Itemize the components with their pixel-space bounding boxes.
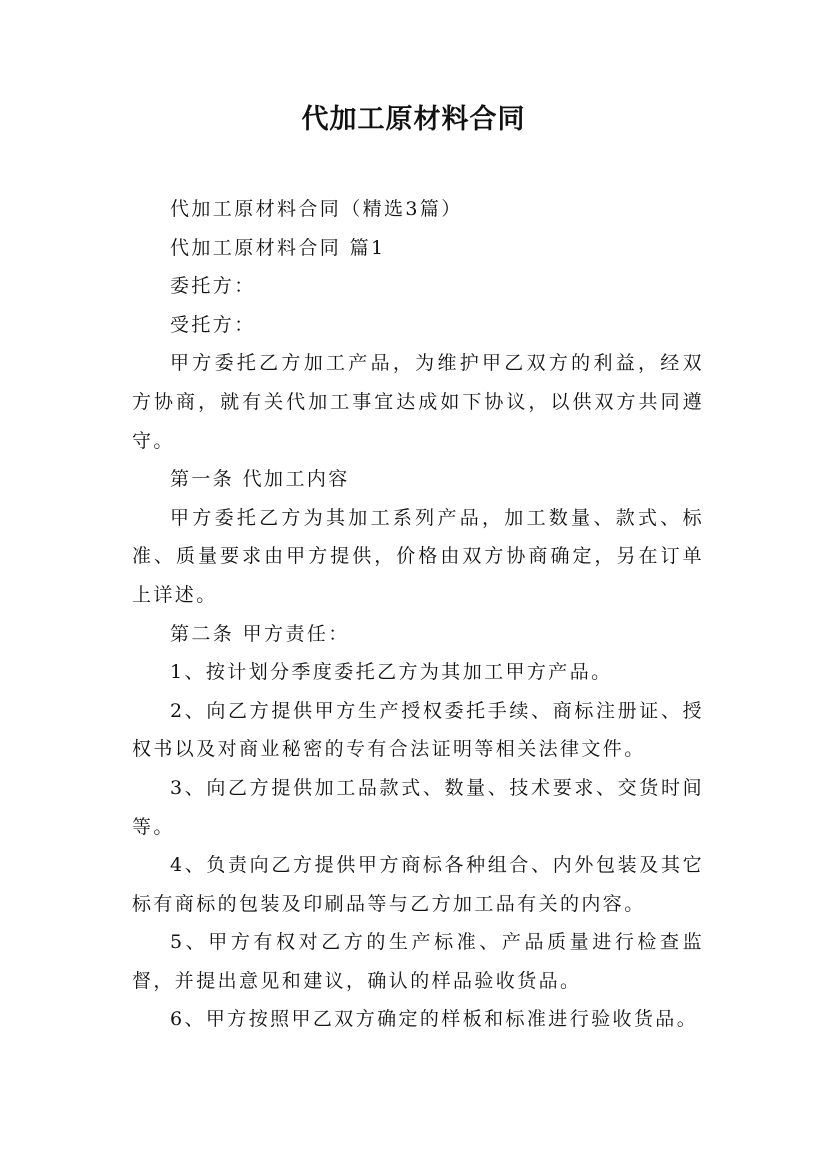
paragraph-heading: 代加工原材料合同（精选3篇） (170, 198, 463, 220)
paragraph-item-5: 5、甲方有权对乙方的生产标准、产品质量进行检查监督，并提出意见和建议，确认的样品验收货品。 (132, 931, 704, 992)
document-title: 代加工原材料合同 (301, 104, 526, 135)
paragraph-contractor: 受托方： (170, 313, 256, 336)
paragraph-item-3: 3、向乙方提供加工品款式、数量、技术要求、交货时间等。 (132, 776, 704, 838)
document-body (132, 190, 704, 1039)
paragraph-section-title: 代加工原材料合同 篇1 (170, 236, 386, 259)
paragraph-article-2-title: 第二条 甲方责任： (170, 622, 350, 645)
paragraph-item-6: 6、甲方按照甲乙双方确定的样板和标准进行验收货品。 (170, 1008, 699, 1031)
paragraph-item-1: 1、按计划分季度委托乙方为其加工甲方产品。 (170, 661, 613, 684)
paragraph-article-1-title: 第一条 代加工内容 (170, 468, 350, 491)
paragraph-item-2: 2、向乙方提供甲方生产授权委托手续、商标注册证、授权书以及对商业秘密的专有合法证明等相关法律文件。 (132, 699, 704, 761)
paragraph-client: 委托方： (170, 275, 256, 298)
paragraph-article-1-body: 甲方委托乙方为其加工系列产品，加工数量、款式、标准、质量要求由甲方提供，价格由双方协商确定，另在订单上详述。 (132, 506, 704, 606)
paragraph-item-4: 4、负责向乙方提供甲方商标各种组合、内外包装及其它标有商标的包装及印刷品等与乙方加工品有关的内容。 (132, 854, 704, 915)
paragraph-preamble: 甲方委托乙方加工产品，为维护甲乙双方的利益，经双方协商，就有关代加工事宜达成如下协议，以供双方共同遵守。 (132, 352, 704, 452)
